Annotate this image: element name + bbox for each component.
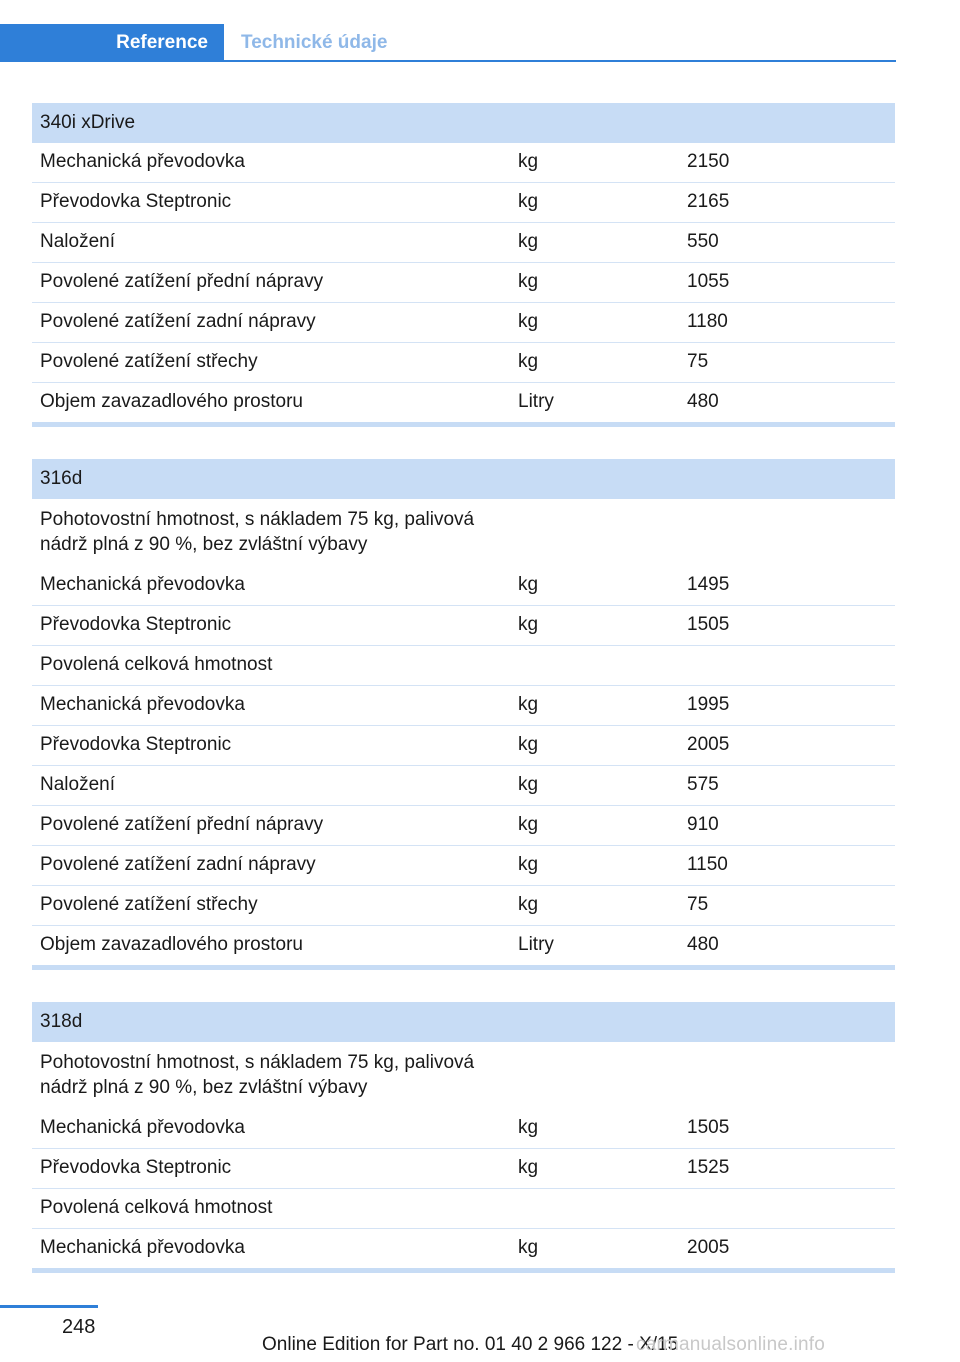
row-value: 1505 xyxy=(687,614,730,635)
row-label: Mechanická převodovka xyxy=(40,574,245,595)
row-label: Povolené zatížení přední nápravy xyxy=(40,814,324,835)
row-unit xyxy=(518,1042,687,1109)
row-value xyxy=(687,1042,895,1109)
row-value: 2165 xyxy=(687,191,730,212)
row-value: 1150 xyxy=(687,854,728,875)
table-row xyxy=(32,1229,895,1268)
row-unit: kg xyxy=(518,231,539,252)
row-value: 1495 xyxy=(687,574,730,595)
row-label: Objem zavazadlového prostoru xyxy=(40,934,303,955)
row-unit: kg xyxy=(518,151,539,172)
table-row xyxy=(32,263,895,303)
row-unit: kg xyxy=(518,1117,539,1138)
row-value: 910 xyxy=(687,814,719,835)
table-row xyxy=(32,726,895,766)
table-row xyxy=(32,1189,895,1229)
table-title: 340i xDrive xyxy=(32,103,895,143)
table-row xyxy=(32,223,895,263)
row-label: Povolené zatížení zadní nápravy xyxy=(40,854,316,875)
row-value: 1505 xyxy=(687,1117,730,1138)
row-label: Převodovka Steptronic xyxy=(40,191,232,212)
row-unit: kg xyxy=(518,614,539,635)
row-label: Převodovka Steptronic xyxy=(40,614,232,635)
tab-technical-data[interactable]: Technické údaje xyxy=(241,32,388,53)
row-unit: kg xyxy=(518,894,539,915)
row-unit: kg xyxy=(518,774,539,795)
row-unit: kg xyxy=(518,271,539,292)
row-label: Mechanická převodovka xyxy=(40,1237,245,1258)
page-number: 248 xyxy=(62,1316,96,1338)
row-value: 1525 xyxy=(687,1157,730,1178)
row-unit xyxy=(518,499,687,566)
row-value xyxy=(687,1189,895,1228)
row-label: Objem zavazadlového prostoru xyxy=(40,391,303,412)
row-label: Povolené zatížení střechy xyxy=(40,894,258,915)
spec-table xyxy=(32,1002,895,1273)
row-label: Povolená celková hmotnost xyxy=(40,654,273,675)
table-row xyxy=(32,846,895,886)
row-unit: kg xyxy=(518,191,539,212)
table-row xyxy=(32,303,895,343)
table-row xyxy=(32,383,895,422)
row-label: Naložení xyxy=(40,231,115,252)
row-value: 2150 xyxy=(687,151,730,172)
edition-note: Online Edition for Part no. 01 40 2 966 122 - X/15 xyxy=(262,1334,679,1355)
table-row xyxy=(32,143,895,183)
row-value: 1180 xyxy=(687,311,728,332)
spec-table xyxy=(32,459,895,970)
spec-table xyxy=(32,103,895,427)
table-row xyxy=(32,886,895,926)
row-unit: kg xyxy=(518,1237,539,1258)
row-value: 480 xyxy=(687,934,719,955)
table-row xyxy=(32,646,895,686)
table-row xyxy=(32,499,895,566)
row-value: 2005 xyxy=(687,734,730,755)
row-unit xyxy=(518,1189,687,1228)
table-row xyxy=(32,1149,895,1189)
row-value: 1055 xyxy=(687,271,730,292)
row-label: Pohotovostní hmotnost, s nákladem 75 kg, palivová nádrž plná z 90 %, bez zvláštní výbavy xyxy=(40,1052,475,1098)
table-end-rule xyxy=(32,965,895,970)
row-unit: kg xyxy=(518,574,539,595)
row-unit xyxy=(518,646,687,685)
row-label: Povolené zatížení zadní nápravy xyxy=(40,311,316,332)
table-title: 316d xyxy=(32,459,895,499)
row-label: Převodovka Steptronic xyxy=(40,1157,232,1178)
row-unit: kg xyxy=(518,311,539,332)
row-label: Převodovka Steptronic xyxy=(40,734,232,755)
row-unit: kg xyxy=(518,854,539,875)
table-row xyxy=(32,806,895,846)
table-row xyxy=(32,686,895,726)
tab-reference[interactable]: Reference xyxy=(0,24,224,62)
row-value xyxy=(687,499,895,566)
row-unit: kg xyxy=(518,351,539,372)
row-value: 1995 xyxy=(687,694,730,715)
footer-rule xyxy=(0,1305,98,1308)
row-value xyxy=(687,646,895,685)
row-value: 550 xyxy=(687,231,719,252)
table-row xyxy=(32,926,895,965)
row-unit: kg xyxy=(518,694,539,715)
table-row xyxy=(32,343,895,383)
row-value: 75 xyxy=(687,894,709,915)
row-label: Povolené zatížení střechy xyxy=(40,351,258,372)
row-unit: Litry xyxy=(518,934,554,955)
spec-tables xyxy=(32,103,895,1305)
row-label: Povolené zatížení přední nápravy xyxy=(40,271,324,292)
row-label: Mechanická převodovka xyxy=(40,1117,245,1138)
table-row xyxy=(32,566,895,606)
table-row xyxy=(32,1042,895,1109)
table-row xyxy=(32,1109,895,1149)
table-row xyxy=(32,766,895,806)
row-unit: kg xyxy=(518,1157,539,1178)
row-label: Pohotovostní hmotnost, s nákladem 75 kg, palivová nádrž plná z 90 %, bez zvláštní výbavy xyxy=(40,509,475,555)
row-unit: Litry xyxy=(518,391,554,412)
table-end-rule xyxy=(32,422,895,427)
row-unit: kg xyxy=(518,814,539,835)
page-header xyxy=(0,24,896,62)
row-value: 575 xyxy=(687,774,719,795)
row-label: Povolená celková hmotnost xyxy=(40,1197,273,1218)
table-row xyxy=(32,183,895,223)
row-value: 480 xyxy=(687,391,719,412)
row-value: 75 xyxy=(687,351,709,372)
watermark: carmanualsonline.info xyxy=(636,1334,826,1355)
table-end-rule xyxy=(32,1268,895,1273)
row-label: Naložení xyxy=(40,774,115,795)
row-value: 2005 xyxy=(687,1237,730,1258)
table-row xyxy=(32,606,895,646)
row-label: Mechanická převodovka xyxy=(40,694,245,715)
table-title: 318d xyxy=(32,1002,895,1042)
row-unit: kg xyxy=(518,734,539,755)
row-label: Mechanická převodovka xyxy=(40,151,245,172)
